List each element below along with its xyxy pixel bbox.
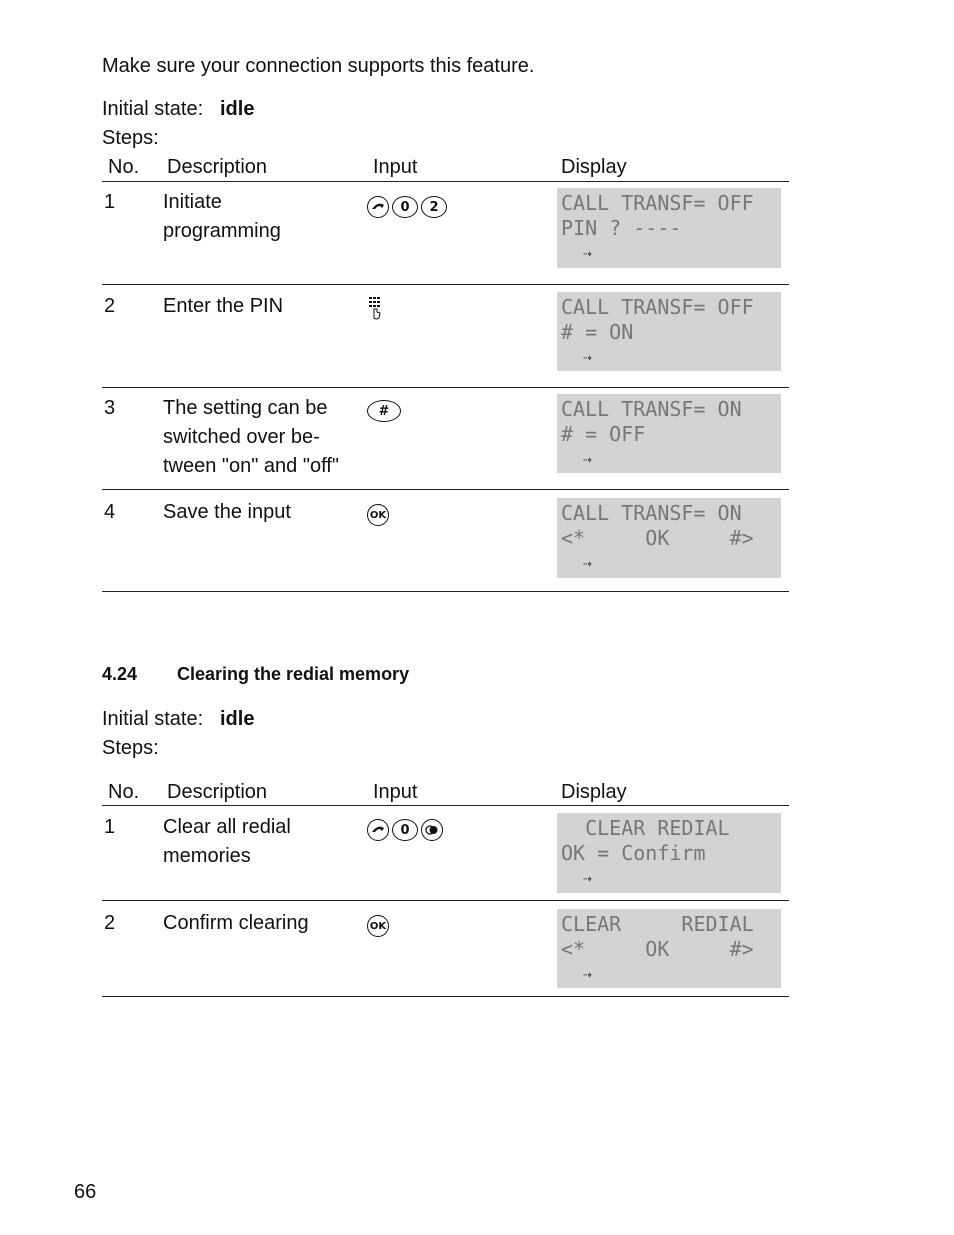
divider [102, 284, 789, 285]
arrow-icon: ⇢ [583, 965, 593, 983]
initial-state-label: Initial state: [102, 98, 204, 120]
table-row [102, 394, 789, 489]
hash-key-icon: # [367, 400, 401, 422]
header-no: No. [108, 781, 140, 803]
divider [102, 387, 789, 388]
ok-key-icon: OK [367, 915, 389, 937]
divider [102, 900, 789, 901]
lcd-display: CALL TRANSF= ON # = OFF ⇢ [557, 394, 781, 473]
table-row [102, 188, 789, 283]
divider [102, 489, 789, 490]
divider [102, 591, 789, 592]
step-input [367, 504, 389, 526]
page-number: 66 [74, 1181, 97, 1203]
arrow-icon: ⇢ [583, 554, 593, 572]
step-number: 1 [104, 816, 116, 838]
step-number: 4 [104, 501, 116, 523]
intro-text: Make sure your connection supports this feature. [102, 55, 535, 77]
step-input [367, 915, 389, 937]
lcd-display: CALL TRANSF= ON <* OK #> ⇢ [557, 498, 781, 578]
arrow-icon: ⇢ [583, 450, 593, 468]
step-description: Save the input [163, 501, 291, 523]
initial-state-value: idle [220, 708, 255, 730]
table-row [102, 292, 789, 387]
lcd-display: CALL TRANSF= OFF # = ON ⇢ [557, 292, 781, 371]
arrow-icon: ⇢ [583, 348, 593, 366]
section-heading [102, 664, 409, 685]
table-row [102, 909, 789, 996]
key-2-icon: 2 [421, 196, 447, 218]
step-description: Confirm clearing [163, 912, 309, 934]
section-number: 4.24 [102, 664, 138, 684]
section-title: Clearing the redial memory [177, 664, 410, 684]
initial-state-label: Initial state: [102, 708, 204, 730]
header-description: Description [167, 781, 268, 803]
handset-icon [367, 819, 389, 841]
ok-key-icon: OK [367, 504, 389, 526]
step-input [367, 196, 447, 218]
step-input [367, 400, 401, 422]
arrow-icon: ⇢ [583, 869, 593, 887]
step-description: Clear all redial memories [163, 816, 291, 867]
table-row [102, 498, 789, 590]
divider [102, 996, 789, 997]
header-input: Input [373, 156, 418, 178]
lcd-display: CLEAR REDIAL OK = Confirm ⇢ [557, 813, 781, 893]
handset-icon [367, 196, 389, 218]
step-number: 2 [104, 295, 116, 317]
divider [102, 181, 789, 182]
keypad-icon [367, 296, 383, 325]
record-icon [421, 819, 443, 841]
key-0-icon: 0 [392, 819, 418, 841]
step-number: 3 [104, 397, 116, 419]
header-description: Description [167, 156, 268, 178]
header-display: Display [561, 156, 627, 178]
header-no: No. [108, 156, 140, 178]
arrow-icon: ⇢ [583, 244, 593, 262]
table-row [102, 813, 789, 900]
header-input: Input [373, 781, 418, 803]
steps-label: Steps: [102, 737, 159, 759]
lcd-display: CLEAR REDIAL <* OK #> ⇢ [557, 909, 781, 988]
step-description: Initiate programming [163, 191, 281, 242]
step-input [367, 296, 383, 325]
step-description: Enter the PIN [163, 295, 284, 317]
step-number: 2 [104, 912, 116, 934]
step-description: The setting can be switched over be- tween "on" and "off" [163, 397, 339, 477]
step-input [367, 819, 443, 841]
key-0-icon: 0 [392, 196, 418, 218]
lcd-display: CALL TRANSF= OFF PIN ? ---- ⇢ [557, 188, 781, 268]
initial-state-value: idle [220, 98, 255, 120]
step-number: 1 [104, 191, 116, 213]
steps-label: Steps: [102, 127, 159, 149]
header-display: Display [561, 781, 627, 803]
divider [102, 805, 789, 806]
